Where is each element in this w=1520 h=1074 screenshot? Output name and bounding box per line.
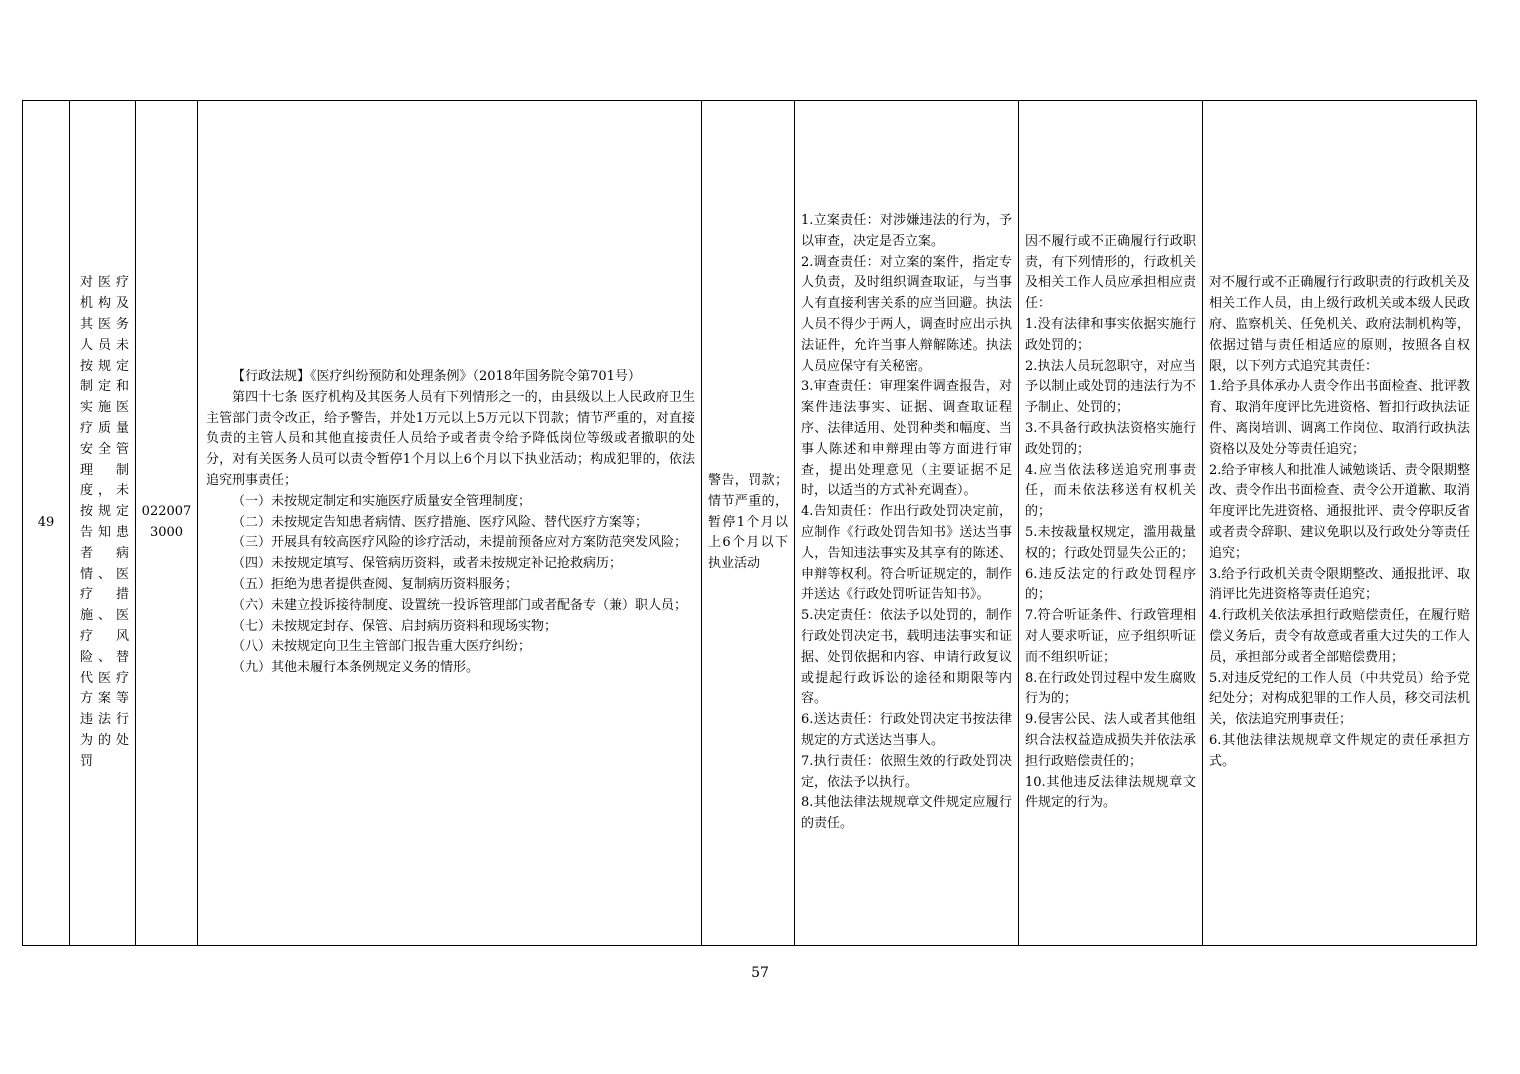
trigger-item: 7.符合听证条件、行政管理相对人要求听证，应予组织听证而不组织听证；: [1025, 608, 1196, 665]
basis-item: （五）拒绝为患者提供查阅、复制病历资料服务；: [232, 576, 519, 592]
responsibility-cell: [795, 101, 1019, 946]
responsibility-item: 8.其他法律法规规章文件规定应履行的责任。: [801, 795, 1012, 832]
basis-item: （八）未按规定向卫生主管部门报告重大医疗纠纷；: [232, 639, 532, 655]
trigger-item: 10.其他违反法律法规规章文件规定的行为。: [1025, 774, 1196, 811]
page-number: 57: [751, 965, 769, 981]
basis-item: （七）未按规定封存、保管、启封病历资料和现场实物；: [232, 618, 558, 634]
accountability-item: 4.行政机关依法承担行政赔偿责任，在履行赔偿义务后，责令有故意或者重大过失的工作人员，承担部分或者全部赔偿费用；: [1209, 608, 1470, 665]
basis-article: 第四十七条 医疗机构及其医务人员有下列情形之一的，由县级以上人民政府卫生主管部门责令改正，给予警告，并处1万元以上5万元以下罚款；情节严重的，对直接负责的主管人员和其他直接责任人员给予或者责令给予降低岗位等级或者撤职的处分，对有关医务人员可以责令暂停1个月以上6个月以下执业活动；构成犯罪的，依法追究刑事责任；: [206, 389, 695, 488]
basis-header: 【行政法规】《医疗纠纷预防和处理条例》（2018年国务院令第701号）: [232, 369, 641, 385]
responsibility-item: 7.执行责任：依照生效的行政处罚决定，依法予以执行。: [801, 753, 1012, 790]
trigger-item: 1.没有法律和事实依据实施行政处罚的；: [1025, 317, 1196, 353]
penalty-type: 警告，罚款；情节严重的，暂停1个月以上6个月以下执业活动: [702, 101, 795, 946]
trigger-item: 9.侵害公民、法人或者其他组织合法权益造成损失并依法承担行政赔偿责任的；: [1025, 712, 1196, 769]
trigger-item: 8.在行政处罚过程中发生腐败行为的；: [1025, 670, 1196, 707]
legal-basis-cell: [198, 101, 702, 946]
trigger-intro: 因不履行或不正确履行行政职责，有下列情形的，行政机关及相关工作人员应承担相应责任：: [1025, 233, 1196, 312]
trigger-item: 4.应当依法移送追究刑事责任，而未依法移送有权机关的；: [1025, 462, 1196, 520]
basis-item: （九）其他未履行本条例规定义务的情形。: [232, 660, 480, 676]
basis-item: （三）开展具有较高医疗风险的诊疗活动，未提前预备应对方案防范突发风险；: [232, 535, 688, 551]
basis-item: （二）未按规定告知患者病情、医疗措施、医疗风险、替代医疗方案等；: [232, 514, 649, 530]
responsibility-item: 5.决定责任：依法予以处罚的，制作行政处罚决定书，载明违法事实和证据、处罚依据和内容、申请行政复议或提起行政诉讼的途径和期限等内容。: [801, 608, 1012, 707]
accountability-trigger-cell: [1019, 101, 1203, 946]
accountability-intro: 对不履行或不正确履行行政职责的行政机关及相关工作人员，由上级行政机关或本级人民政府、监察机关、任免机关、政府法制机构等，依据过错与责任相适应的原则，按照各自权限，以下列方式追究其责任：: [1209, 275, 1470, 374]
accountability-item: 3.给予行政机关责令限期整改、通报批评、取消评比先进资格等责任追究；: [1209, 566, 1470, 603]
accountability-method-cell: [1203, 101, 1477, 946]
responsibility-item: 3.审查责任：审理案件调查报告，对案件违法事实、证据、调查取证程序、法律适用、处罚种类和幅度、当事人陈述和申辩理由等方面进行审查，提出处理意见（主要证据不足时，以适当的方式补充调查）。: [801, 379, 1012, 499]
trigger-item: 3.不具备行政执法资格实施行政处罚的；: [1025, 421, 1196, 457]
responsibility-item: 6.送达责任：行政处罚决定书按法律规定的方式送达当事人。: [801, 712, 1012, 748]
responsibility-item: 4.告知责任：作出行政处罚决定前，应制作《行政处罚告知书》送达当事人，告知违法事实及其享有的陈述、申辩等权利。符合听证规定的，制作并送达《行政处罚听证告知书》。: [801, 504, 1012, 603]
basis-item: （四）未按规定填写、保管病历资料，或者未按规定补记抢救病历；: [232, 556, 623, 572]
item-name-cell: [70, 101, 136, 946]
item-code: 0220073000: [136, 101, 198, 946]
responsibility-item: 2.调查责任：对立案的案件，指定专人负责，及时组织调查取证，与当事人有直接利害关系的应当回避。执法人员不得少于两人，调查时应出示执法证件，允许当事人辩解陈述。执法人员应保守有关秘密。: [801, 254, 1012, 374]
trigger-item: 6.违反法定的行政处罚程序的；: [1025, 566, 1196, 603]
power-list-table: [22, 100, 1477, 946]
trigger-item: 5.未按裁量权规定，滥用裁量权的；行政处罚显失公正的；: [1025, 525, 1196, 561]
accountability-item: 2.给予审核人和批准人诫勉谈话、责令限期整改、责令作出书面检查、责令公开道歉、取消年度评比先进资格、通报批评、责令停职反省或者责令辞职、建议免职以及行政处分等责任追究；: [1209, 462, 1470, 561]
basis-item: （一）未按规定制定和实施医疗质量安全管理制度；: [232, 493, 532, 509]
accountability-item: 5.对违反党纪的工作人员（中共党员）给予党纪处分；对构成犯罪的工作人员，移交司法机关，依法追究刑事责任；: [1209, 670, 1470, 728]
item-name: 对医疗机构及其医务人员未按规定制定和实施医疗质量安全管理制度，未按规定告知患者病情、医疗措施、医疗风险、替代医疗方案等违法行为的处罚: [80, 275, 129, 769]
table-row: [23, 101, 1477, 946]
accountability-item: 1.给予具体承办人责令作出书面检查、批评教育、取消年度评比先进资格、暂扣行政执法证件、离岗培训、调离工作岗位、取消行政执法资格以及处分等责任追究；: [1209, 379, 1470, 457]
basis-item: （六）未建立投诉接待制度、设置统一投诉管理部门或者配备专（兼）职人员；: [232, 597, 688, 613]
accountability-item: 6.其他法律法规规章文件规定的责任承担方式。: [1209, 732, 1470, 769]
responsibility-item: 1.立案责任：对涉嫌违法的行为，予以审查，决定是否立案。: [801, 213, 1012, 249]
trigger-item: 2.执法人员玩忽职守，对应当予以制止或处罚的违法行为不予制止、处罚的；: [1025, 358, 1196, 416]
row-number: 49: [23, 101, 70, 946]
